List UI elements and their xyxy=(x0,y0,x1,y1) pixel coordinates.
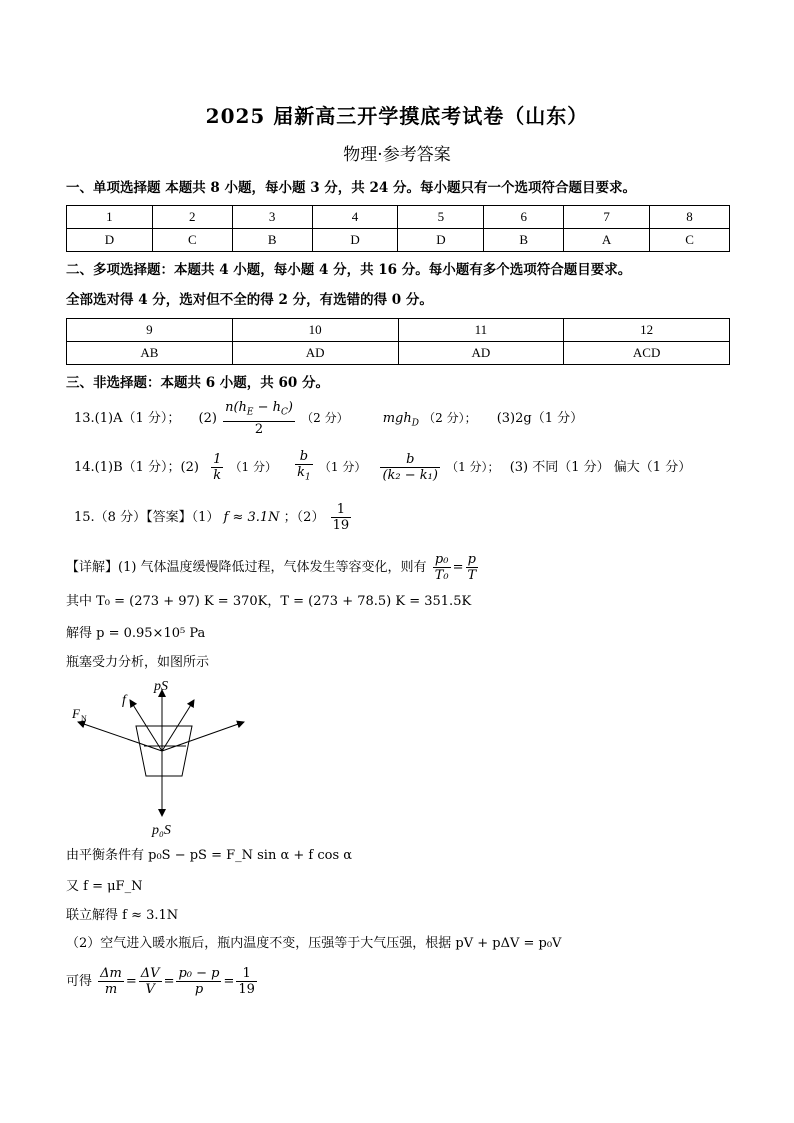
fn-label: F xyxy=(72,706,80,721)
table-cell: D xyxy=(312,229,398,252)
q13-part2-score: （2 分） xyxy=(301,410,349,425)
q15-e9-frac-4 xyxy=(236,966,257,997)
q15-answer-1: f ≈ 3.1N xyxy=(223,510,280,525)
q13-part2-label: (2) xyxy=(198,410,217,426)
table-row xyxy=(67,342,730,365)
q13-part3-score: （2 分）； xyxy=(423,410,477,425)
q15-line-9: 可得 $\frac{\Delta m}{m}$ = $\frac{\Delta V}{V}$ = $\frac{\text{p₀ − p}}{p}$ = $\frac{1}{19}$ xyxy=(66,966,255,997)
q15-line-3: 解得 p = 0.95×10⁵ Pa xyxy=(66,626,206,641)
q15-detail-text: 【详解】(1) 气体温度缓慢降低过程，气体发生等容变化，则有 xyxy=(66,560,427,575)
table-cell: C xyxy=(152,229,232,252)
q13-frac-num: n(h xyxy=(225,400,247,415)
q13-frac-sub: E xyxy=(246,407,254,418)
q14-fraction-3 xyxy=(380,452,439,483)
table-cell: 2 xyxy=(152,206,232,229)
q15-line-4: 瓶塞受力分析，如图所示 xyxy=(66,655,210,670)
table-cell: D xyxy=(67,229,153,252)
table-cell: 7 xyxy=(564,206,650,229)
ps-label: pS xyxy=(154,679,168,694)
table-cell: 10 xyxy=(232,319,398,342)
stopper-force-diagram xyxy=(66,676,286,841)
table-cell: AB xyxy=(67,342,233,365)
section1-answer-table xyxy=(66,205,730,252)
f-label: f xyxy=(122,693,126,708)
q15-line-2: 其中 T₀ = (273 + 97) K = 370K，T = (273 + 78.5) K = 351.5K xyxy=(66,594,472,609)
section3-heading: 三、非选择题：本题共 6 小题，共 60 分。 xyxy=(66,375,329,391)
table-cell: B xyxy=(484,229,564,252)
table-cell: D xyxy=(398,229,484,252)
q15-ans2-num: 1 xyxy=(331,502,352,518)
q13-frac-den: 2 xyxy=(254,421,264,437)
table-cell: 8 xyxy=(650,206,730,229)
q14-fraction-2 xyxy=(295,449,313,486)
q15-e9-frac-3 xyxy=(176,966,221,997)
page-title: 2025 届新高三开学摸底考试卷（山东） xyxy=(205,104,589,128)
q13-part4: (3)2g（1 分） xyxy=(496,410,584,426)
q15-head: 15.（8 分）【答案】（1） xyxy=(74,510,220,525)
table-row xyxy=(67,229,730,252)
q14-line xyxy=(74,449,691,486)
q15-line-7: 联立解得 f ≈ 3.1N xyxy=(66,908,179,923)
q15-e9-3d: p xyxy=(194,982,204,997)
q13-part3: mgh xyxy=(382,410,412,426)
q15-e9-frac-1 xyxy=(98,966,124,997)
q15-mid: ；（2） xyxy=(283,510,325,525)
q15-eq1-right xyxy=(466,552,479,583)
q14-f1-den: k xyxy=(213,467,222,483)
q15-ans2-den: 19 xyxy=(332,518,350,533)
q15-e9-4n: 1 xyxy=(236,966,257,982)
q14-tail: (3) 不同（1 分） 偏大（1 分） xyxy=(509,459,692,475)
q15-answer-2 xyxy=(331,502,352,533)
section2-answer-table xyxy=(66,318,730,365)
q15-eq1-r-den: T xyxy=(467,568,477,583)
q15-eq1-l-num: p₀ xyxy=(433,552,451,568)
q15-e9-4d: 19 xyxy=(238,982,255,997)
table-cell: AD xyxy=(398,342,564,365)
q15-line9-pre: 可得 xyxy=(66,974,93,989)
q13-frac-mid: − h xyxy=(253,400,282,415)
q14-f2-den: k xyxy=(297,465,306,480)
q14-part1: 14.(1)B（1 分）；(2) xyxy=(74,459,199,475)
q15-eq1-r-num: p xyxy=(466,552,479,568)
table-cell: AD xyxy=(232,342,398,365)
table-cell: 12 xyxy=(564,319,730,342)
table-cell: A xyxy=(564,229,650,252)
section2-heading: 二、多项选择题：本题共 4 小题，每小题 4 分，共 16 分。每小题有多个选项符合题目要求。 xyxy=(66,262,632,278)
q15-e9-2n: ΔV xyxy=(140,966,160,981)
q15-detail-1: 【详解】(1) 气体温度缓慢降低过程，气体发生等容变化，则有 $\frac{\text{p₀}}{\text{T₀}}$ = $\frac{p}{T}$ xyxy=(66,552,477,583)
q15-e9-1n: Δm xyxy=(100,966,122,981)
q15-eq1-left xyxy=(433,552,451,583)
fn-label-sub: N xyxy=(81,714,87,723)
stopper-shape xyxy=(136,726,192,776)
q14-f2-den-sub: 1 xyxy=(305,472,311,483)
q14-f3-num: b xyxy=(380,452,439,468)
p0s-label: p₀S xyxy=(152,823,171,838)
q13-part1: 13.(1)A（1 分）； xyxy=(74,410,181,426)
q15-e9-1d: m xyxy=(104,982,118,997)
q14-fraction-1 xyxy=(211,452,223,483)
q13-fraction xyxy=(223,400,295,437)
q14-f1-num: 1 xyxy=(213,451,222,467)
table-cell: 6 xyxy=(484,206,564,229)
table-row xyxy=(67,206,730,229)
q15-line-6: 又 f = μF_N xyxy=(66,879,143,894)
q14-f2-score: （1 分） xyxy=(318,459,367,474)
q15-e9-frac-2 xyxy=(139,966,162,997)
table-cell: 11 xyxy=(398,319,564,342)
table-cell: 9 xyxy=(67,319,233,342)
table-cell: ACD xyxy=(564,342,730,365)
q13-frac-sub2: C xyxy=(281,407,288,418)
section2-heading-2: 全部选对得 4 分，选对但不全的得 2 分，有选错的得 0 分。 xyxy=(66,292,433,308)
q15-line-5: 由平衡条件有 p₀S − pS = F_N sin α + f cos α xyxy=(66,848,353,863)
table-row xyxy=(67,319,730,342)
q15-eq1-l-den: T₀ xyxy=(434,568,449,583)
table-cell: 1 xyxy=(67,206,153,229)
q15-e9-3n: p₀ − p xyxy=(178,966,220,981)
q14-f2-num: b xyxy=(295,449,313,465)
page-subtitle: 物理·参考答案 xyxy=(343,145,451,165)
q13-part3-sub: D xyxy=(411,418,419,429)
table-cell: 5 xyxy=(398,206,484,229)
table-cell: 3 xyxy=(232,206,312,229)
q14-f3-den: (k₂ − k₁) xyxy=(382,467,438,483)
q13-frac-end: ) xyxy=(287,400,293,415)
q13-line xyxy=(74,400,583,437)
table-cell: B xyxy=(232,229,312,252)
q14-f1-score: （1 分） xyxy=(229,459,277,474)
section1-heading: 一、单项选择题 本题共 8 小题，每小题 3 分，共 24 分。每小题只有一个选项符合题目要求。 xyxy=(66,180,636,196)
table-cell: C xyxy=(650,229,730,252)
q15-line-8: （2）空气进入暖水瓶后，瓶内温度不变，压强等于大气压强，根据 pV + pΔV = p₀V xyxy=(66,936,562,951)
q14-f3-score: （1 分）； xyxy=(446,459,500,474)
table-cell: 4 xyxy=(312,206,398,229)
q15-e9-2d: V xyxy=(145,982,155,997)
q15-answer-line xyxy=(74,502,353,533)
